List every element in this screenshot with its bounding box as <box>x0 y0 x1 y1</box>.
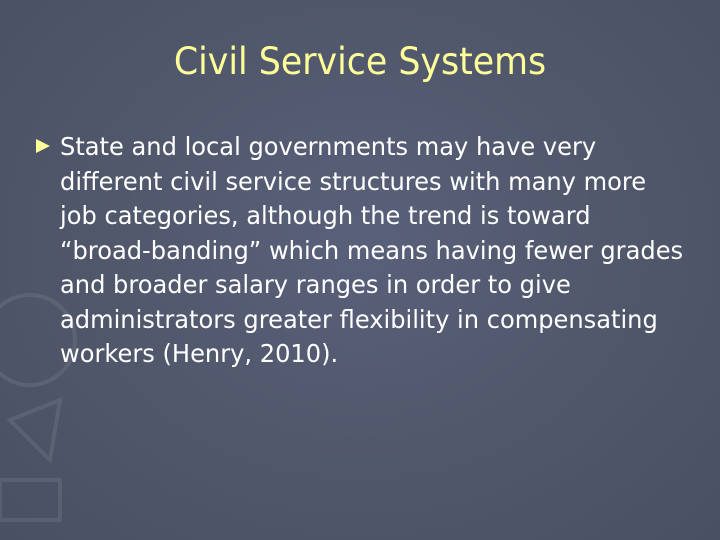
bullet-item <box>36 130 706 372</box>
bullet-list <box>36 130 706 372</box>
bullet-text: State and local governments may have very different civil service structures with many more job categories, although the trend is toward “broad-banding” which means having fewer grades and broader salary ranges in order to give administrators greater flexibility in compensating workers (Henry, 2010). <box>60 132 684 368</box>
slide-title: Civil Service Systems <box>173 40 547 83</box>
triangle-pointer-icon <box>36 139 50 153</box>
